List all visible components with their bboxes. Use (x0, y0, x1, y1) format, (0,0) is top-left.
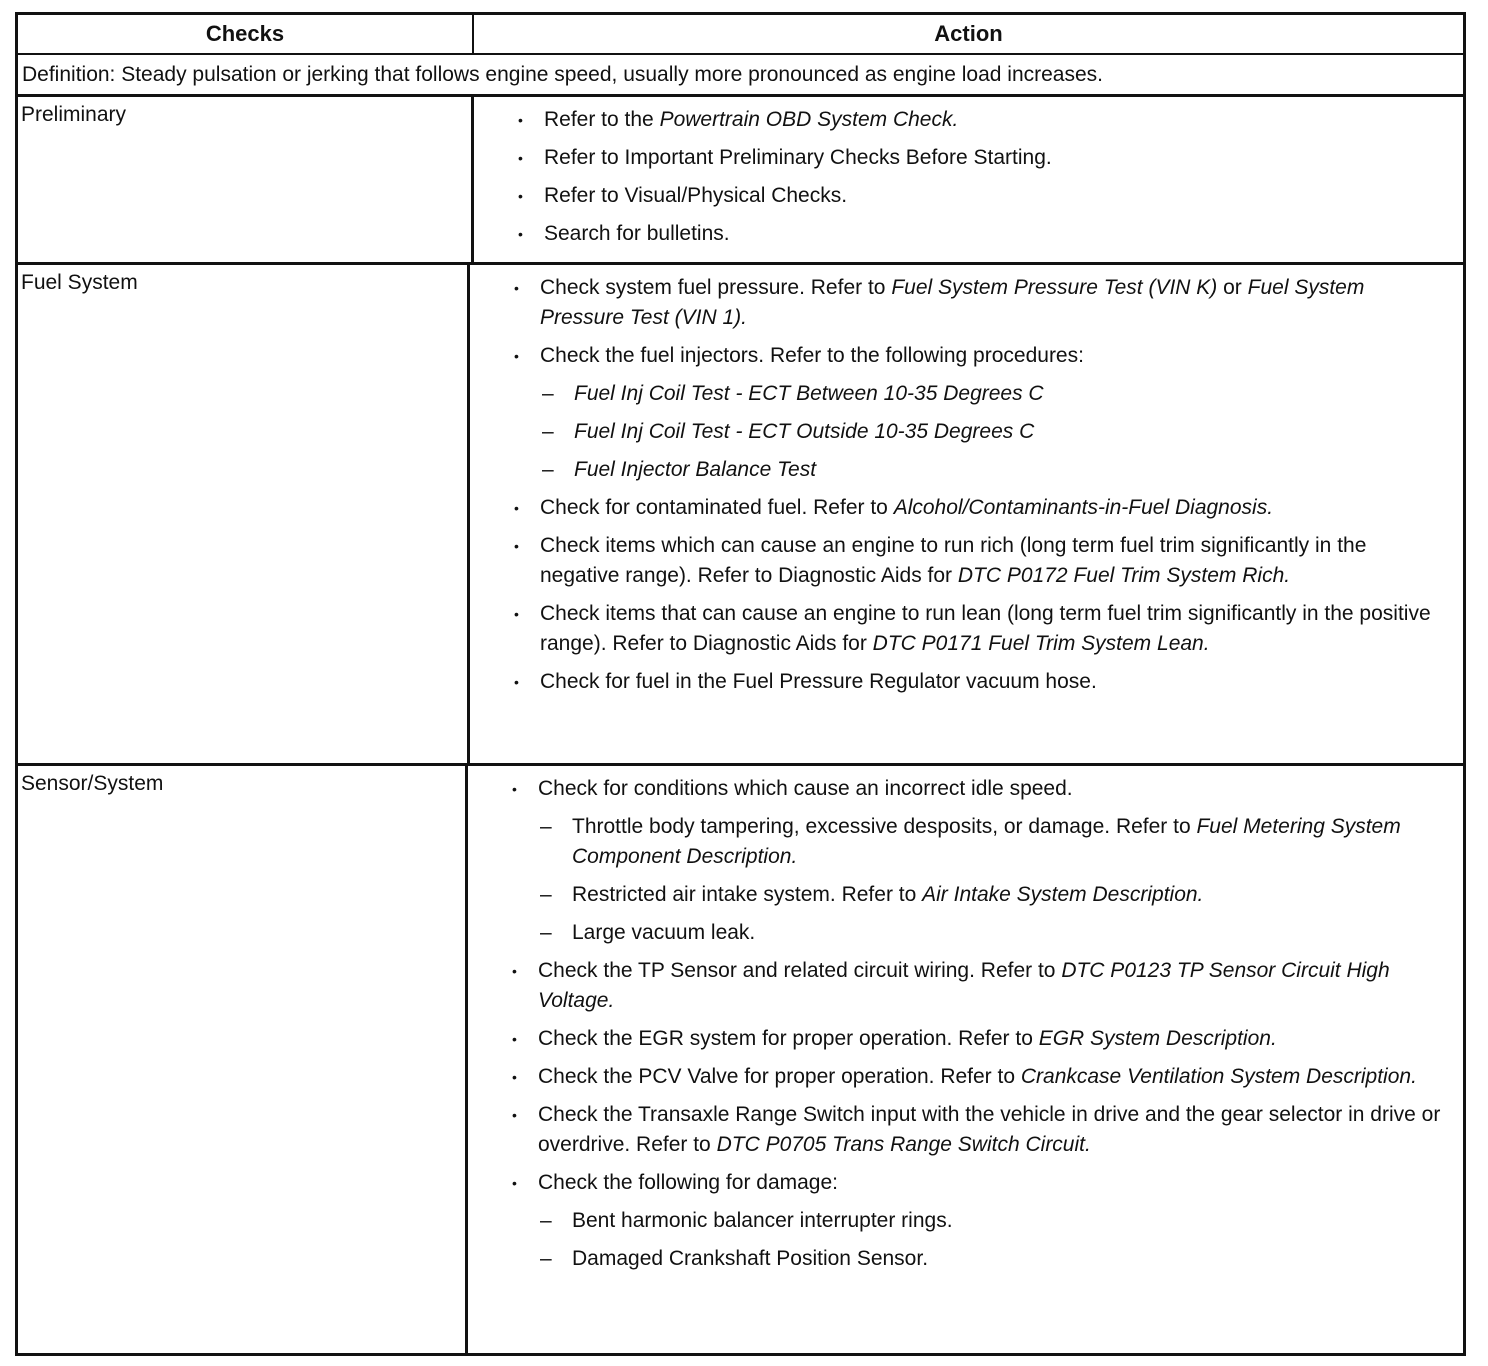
action-text: Restricted air intake system. Refer to (572, 883, 923, 906)
sub-list-item (470, 379, 1445, 409)
action-text: Check for fuel in the Fuel Pressure Regulator vacuum hose. (540, 670, 1097, 693)
action-text: Refer to Important Preliminary Checks Before Starting. (544, 146, 1052, 169)
action-text: or (1217, 276, 1248, 299)
list-item (474, 181, 1445, 211)
list-item (468, 1168, 1445, 1198)
action-text: Check system fuel pressure. Refer to (540, 276, 892, 299)
reference-text: Fuel Inj Coil Test - ECT Between 10-35 Degrees C (574, 382, 1044, 405)
reference-text: Air Intake System Description. (922, 883, 1204, 906)
action-text: Refer to Visual/Physical Checks. (544, 184, 848, 207)
action-text: Check the TP Sensor and related circuit wiring. Refer to (538, 959, 1062, 982)
action-text: Search for bulletins. (544, 222, 730, 245)
action-list (470, 273, 1445, 697)
reference-text: DTC P0705 Trans Range Switch Circuit. (716, 1133, 1091, 1156)
sub-list-item (468, 918, 1445, 948)
action-column-header: Action (934, 21, 1003, 46)
list-item (474, 143, 1445, 173)
action-text: Damaged Crankshaft Position Sensor. (572, 1247, 929, 1270)
checks-column-header: Checks (18, 15, 474, 53)
action-text: Check the following for damage: (538, 1171, 838, 1194)
list-item (470, 493, 1445, 523)
action-text: Check the Transaxle Range Switch input with the vehicle in drive and the gear selector in drive or overdrive. Refer to (538, 1103, 1441, 1156)
sub-list-item (470, 417, 1445, 447)
sub-list-item (468, 1244, 1445, 1274)
list-item (470, 531, 1445, 591)
list-item (470, 341, 1445, 371)
list-item (468, 774, 1445, 804)
reference-text: DTC P0172 Fuel Trim System Rich. (957, 564, 1291, 587)
table-row-fuel-system (18, 265, 1463, 766)
list-item (468, 956, 1445, 1016)
reference-text: Crankcase Ventilation System Description. (1020, 1065, 1417, 1088)
check-label: Fuel System (18, 265, 470, 763)
action-text: Check the EGR system for proper operation. Refer to (538, 1027, 1039, 1050)
sub-list-item (468, 880, 1445, 910)
list-item (474, 219, 1445, 249)
reference-text: Fuel System Pressure Test (VIN K) (891, 276, 1218, 299)
sub-list-item (468, 1206, 1445, 1236)
action-text: Check items that can cause an engine to run lean (long term fuel trim significantly in the positive range). Refer to Diagnostic Aids for (540, 602, 1431, 655)
table-header (18, 15, 1463, 55)
action-text: Check the PCV Valve for proper operation. Refer to (538, 1065, 1021, 1088)
table-row-preliminary (18, 97, 1463, 265)
reference-text: DTC P0123 TP Sensor Circuit High Voltage. (538, 959, 1390, 1012)
action-list (474, 105, 1445, 249)
reference-text: Fuel System Pressure Test (VIN 1). (540, 276, 1365, 329)
action-cell (470, 265, 1463, 763)
action-list (468, 774, 1445, 1274)
reference-text: Fuel Injector Balance Test (574, 458, 817, 481)
reference-text: Fuel Inj Coil Test - ECT Outside 10-35 Degrees C (574, 420, 1035, 443)
list-item (470, 273, 1445, 333)
action-text: Refer to the (544, 108, 660, 131)
sub-list-item (468, 812, 1445, 872)
reference-text: Alcohol/Contaminants-in-Fuel Diagnosis. (893, 496, 1274, 519)
action-text: Check items which can cause an engine to run rich (long term fuel trim significantly in the negative range). Refer to Diagnostic Aids for (540, 534, 1367, 587)
list-item (470, 667, 1445, 697)
check-label: Preliminary (18, 97, 474, 262)
reference-text: DTC P0171 Fuel Trim System Lean. (872, 632, 1210, 655)
action-text: Check for contaminated fuel. Refer to (540, 496, 894, 519)
reference-text: EGR System Description. (1038, 1027, 1277, 1050)
definition-row: Definition: Steady pulsation or jerking that follows engine speed, usually more pronounced as engine load increases. (18, 55, 1463, 97)
action-text: Bent harmonic balancer interrupter rings. (572, 1209, 953, 1232)
reference-text: Fuel Metering System Component Description. (572, 815, 1401, 868)
table-row-sensor-system (18, 766, 1463, 1356)
action-text: Large vacuum leak. (572, 921, 756, 944)
list-item (468, 1024, 1445, 1054)
action-cell (468, 766, 1463, 1356)
action-text: Throttle body tampering, excessive desposits, or damage. Refer to (572, 815, 1197, 838)
diagnostic-table (15, 12, 1466, 1356)
list-item (470, 599, 1445, 659)
check-label: Sensor/System (18, 766, 468, 1356)
list-item (468, 1062, 1445, 1092)
list-item (474, 105, 1445, 135)
sub-list-item (470, 455, 1445, 485)
action-text: Check for conditions which cause an incorrect idle speed. (538, 777, 1073, 800)
action-cell (474, 97, 1463, 262)
reference-text: Powertrain OBD System Check. (659, 108, 959, 131)
list-item (468, 1100, 1445, 1160)
action-text: Check the fuel injectors. Refer to the following procedures: (540, 344, 1084, 367)
